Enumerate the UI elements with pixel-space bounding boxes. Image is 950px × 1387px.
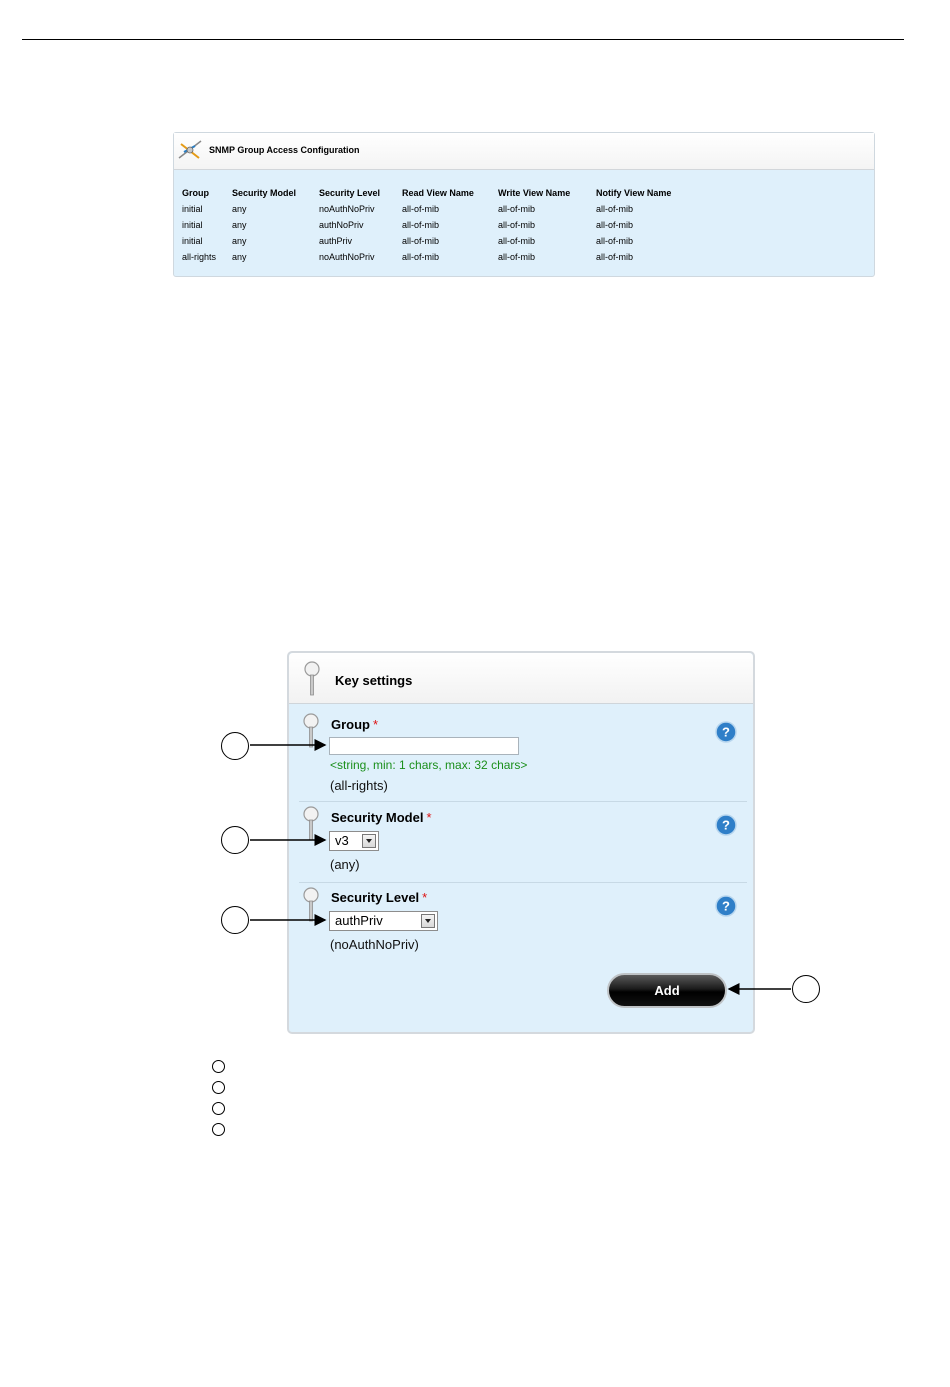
- cell-notify-view: all-of-mib: [596, 252, 634, 262]
- cell-security-model: any: [232, 204, 247, 214]
- svg-text:?: ?: [722, 898, 730, 914]
- cell-read-view: all-of-mib: [402, 204, 440, 214]
- column-header-security-level: Security Level: [319, 188, 381, 198]
- callout-circle-4: [792, 975, 820, 1003]
- column-header-group: Group: [182, 188, 209, 198]
- cell-notify-view: all-of-mib: [596, 236, 634, 246]
- security-model-default-value: (any): [330, 857, 360, 872]
- security-model-selected-value: v3: [335, 833, 349, 848]
- column-header-write-view: Write View Name: [498, 188, 571, 198]
- key-settings-title: Key settings: [335, 673, 413, 688]
- cell-group[interactable]: initial: [182, 236, 203, 246]
- column-header-read-view: Read View Name: [402, 188, 474, 198]
- cell-group[interactable]: all-rights: [182, 252, 217, 262]
- callout-circle-2: [221, 826, 249, 854]
- security-model-label-text: Security Model: [331, 810, 424, 825]
- cell-security-model: any: [232, 252, 247, 262]
- callout-circle-3: [221, 906, 249, 934]
- cell-group[interactable]: initial: [182, 220, 203, 230]
- cell-security-level: noAuthNoPriv: [319, 204, 375, 214]
- legend-circle-2: [212, 1081, 225, 1094]
- cell-notify-view: all-of-mib: [596, 204, 634, 214]
- cell-write-view: all-of-mib: [498, 236, 536, 246]
- required-marker: *: [373, 717, 379, 732]
- group-hint: <string, min: 1 chars, max: 32 chars>: [330, 758, 528, 772]
- required-marker: *: [422, 890, 428, 905]
- svg-text:?: ?: [722, 724, 730, 740]
- required-marker: *: [426, 810, 432, 825]
- callout-circle-1: [221, 732, 249, 760]
- legend-circle-3: [212, 1102, 225, 1115]
- add-button[interactable]: Add: [607, 973, 727, 1008]
- cell-security-model: any: [232, 236, 247, 246]
- cell-read-view: all-of-mib: [402, 236, 440, 246]
- cell-security-model: any: [232, 220, 247, 230]
- security-level-selected-value: authPriv: [335, 913, 383, 928]
- cell-notify-view: all-of-mib: [596, 220, 634, 230]
- cell-write-view: all-of-mib: [498, 220, 536, 230]
- legend-circle-1: [212, 1060, 225, 1073]
- cell-security-level: noAuthNoPriv: [319, 252, 375, 262]
- svg-text:?: ?: [722, 817, 730, 833]
- column-header-security-model: Security Model: [232, 188, 297, 198]
- cell-read-view: all-of-mib: [402, 252, 440, 262]
- cell-security-level: authPriv: [319, 236, 353, 246]
- group-default-value: (all-rights): [330, 778, 388, 793]
- cell-write-view: all-of-mib: [498, 252, 536, 262]
- cell-group[interactable]: initial: [182, 204, 203, 214]
- security-level-default-value: (noAuthNoPriv): [330, 937, 419, 952]
- cell-write-view: all-of-mib: [498, 204, 536, 214]
- cell-security-level: authNoPriv: [319, 220, 364, 230]
- legend-circle-4: [212, 1123, 225, 1136]
- snmp-panel-title: SNMP Group Access Configuration: [209, 145, 360, 155]
- group-label-text: Group: [331, 717, 370, 732]
- security-level-label-text: Security Level: [331, 890, 420, 905]
- cell-read-view: all-of-mib: [402, 220, 440, 230]
- column-header-notify-view: Notify View Name: [596, 188, 672, 198]
